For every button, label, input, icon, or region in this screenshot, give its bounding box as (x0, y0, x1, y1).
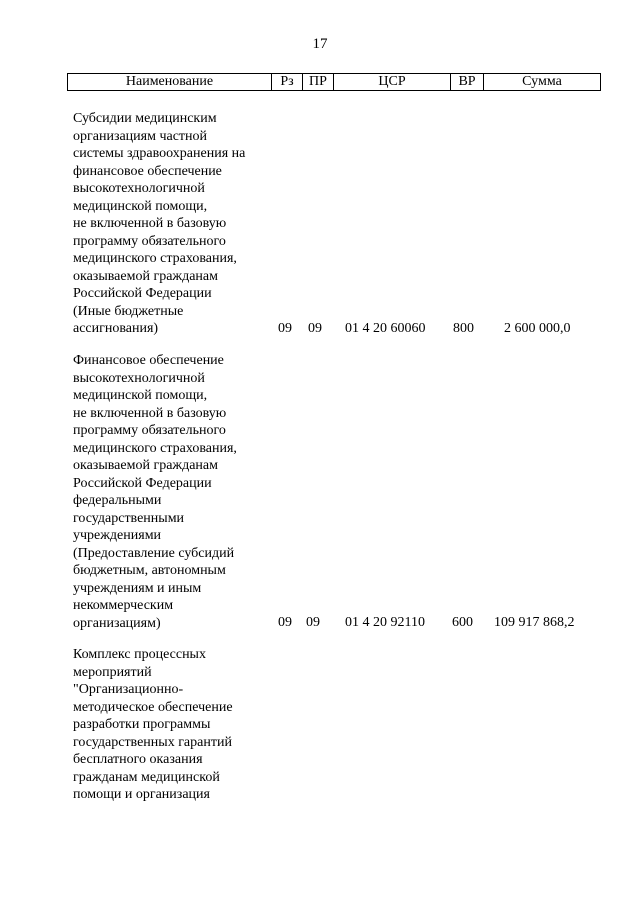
column-header-rz: Рз (272, 74, 303, 91)
column-header-pr: ПР (303, 74, 334, 91)
row-2-vr: 600 (452, 615, 473, 630)
row-1-rz: 09 (278, 321, 292, 336)
column-header-name: Наименование (68, 74, 272, 91)
row-2-sum: 109 917 868,2 (494, 615, 575, 630)
row-1-csr: 01 4 20 60060 (345, 321, 426, 336)
row-3-name: Комплекс процессных мероприятий "Организационно- методическое обеспечение разработки программы государственных гарантий бесплатного оказания гражданам медицинской помощи и организация (73, 647, 233, 802)
column-header-vr: ВР (451, 74, 484, 91)
table-header (67, 73, 601, 91)
row-1-pr: 09 (308, 321, 322, 336)
row-1-sum: 2 600 000,0 (504, 321, 571, 336)
row-2-rz: 09 (278, 615, 292, 630)
column-header-sum: Сумма (484, 74, 601, 91)
row-2-pr: 09 (306, 615, 320, 630)
page-number: 17 (312, 36, 328, 52)
row-2-name: Финансовое обеспечение высокотехнологичной медицинской помощи, не включенной в базовую программу обязательного медицинского страхования, оказываемой гражданам Российской Федерации федеральными государственными учреждениями (Предоставление субсидий бюджетным, автономным учреждениям и иным некоммерческим организациям) (73, 353, 237, 631)
row-2-csr: 01 4 20 92110 (345, 615, 425, 630)
row-1-vr: 800 (453, 321, 474, 336)
row-1-name: Субсидии медицинским организациям частной системы здравоохранения на финансовое обеспечение высокотехнологичной медицинской помощи, не включенной в базовую программу обязательного медицинского страхования, оказываемой гражданам Российской Федерации (Иные бюджетные ассигнования) (73, 111, 246, 336)
column-header-csr: ЦСР (334, 74, 451, 91)
